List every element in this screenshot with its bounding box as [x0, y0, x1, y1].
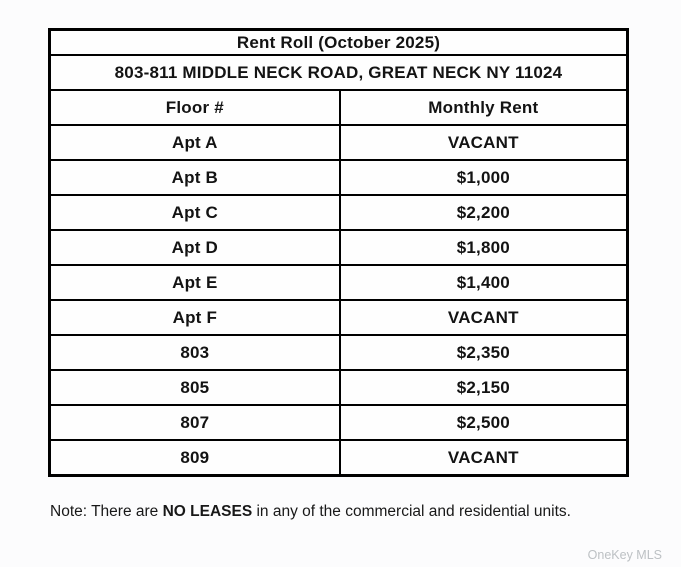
- table-title: Rent Roll (October 2025): [50, 30, 628, 56]
- table-title-row: [50, 30, 628, 56]
- rent-cell: $1,800: [340, 230, 628, 265]
- rent-cell: VACANT: [340, 300, 628, 335]
- rent-cell: VACANT: [340, 440, 628, 476]
- floor-cell: Apt D: [50, 230, 340, 265]
- rent-cell: $1,000: [340, 160, 628, 195]
- note-suffix: in any of the commercial and residential units.: [252, 503, 571, 520]
- rent-cell: VACANT: [340, 125, 628, 160]
- table-row: [50, 370, 628, 405]
- rent-cell: $2,200: [340, 195, 628, 230]
- table-row: [50, 160, 628, 195]
- floor-cell: 803: [50, 335, 340, 370]
- rent-roll-table: [48, 28, 629, 477]
- note-text: [50, 503, 571, 521]
- rent-cell: $2,350: [340, 335, 628, 370]
- column-header-floor: Floor #: [50, 90, 340, 125]
- table-row: [50, 195, 628, 230]
- table-header-row: [50, 90, 628, 125]
- floor-cell: Apt F: [50, 300, 340, 335]
- rent-cell: $1,400: [340, 265, 628, 300]
- floor-cell: Apt A: [50, 125, 340, 160]
- table-row: [50, 405, 628, 440]
- note-prefix: Note: There are: [50, 503, 163, 520]
- property-address: 803-811 MIDDLE NECK ROAD, GREAT NECK NY 11024: [50, 55, 628, 90]
- table-row: [50, 335, 628, 370]
- note-bold: NO LEASES: [162, 503, 253, 520]
- floor-cell: 807: [50, 405, 340, 440]
- table-row: [50, 440, 628, 476]
- table-row: [50, 230, 628, 265]
- table-row: [50, 125, 628, 160]
- column-header-monthly-rent: Monthly Rent: [340, 90, 628, 125]
- floor-cell: Apt E: [50, 265, 340, 300]
- floor-cell: 809: [50, 440, 340, 476]
- rent-cell: $2,500: [340, 405, 628, 440]
- floor-cell: Apt B: [50, 160, 340, 195]
- floor-cell: 805: [50, 370, 340, 405]
- table-row: [50, 265, 628, 300]
- watermark: OneKey MLS: [587, 548, 662, 562]
- rent-cell: $2,150: [340, 370, 628, 405]
- table-row: [50, 300, 628, 335]
- property-address-row: [50, 55, 628, 90]
- floor-cell: Apt C: [50, 195, 340, 230]
